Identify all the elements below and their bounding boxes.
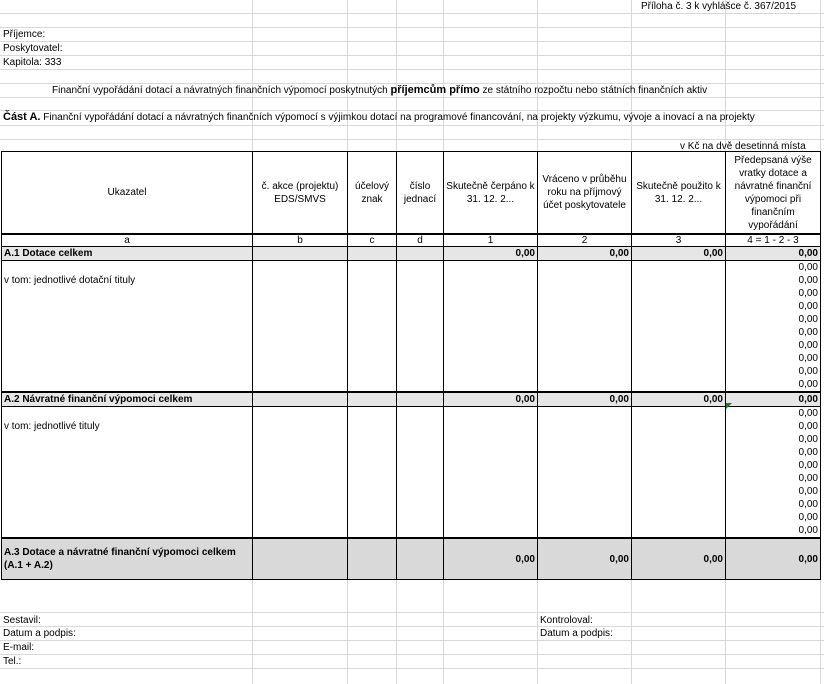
detail-row: [2, 485, 821, 498]
detail-label-cell[interactable]: [2, 433, 253, 446]
section-a3-label[interactable]: A.3 Dotace a návratné finanční výpomoci celkem (A.1 + A.2): [2, 538, 253, 580]
detail-cell[interactable]: [444, 485, 538, 498]
detail-cell[interactable]: [444, 420, 538, 433]
detail-label-cell[interactable]: [2, 472, 253, 485]
detail-cell[interactable]: [348, 274, 397, 287]
header-prescribed-refund: Předepsaná výše vratky dotace a návratné finanční výpomoci při finančním vypořádání: [726, 152, 821, 235]
detail-label-cell[interactable]: [2, 378, 253, 392]
detail-refund-cell[interactable]: 0,00: [726, 407, 821, 421]
detail-cell[interactable]: [348, 524, 397, 538]
detail-label-cell[interactable]: [2, 524, 253, 538]
detail-cell[interactable]: [632, 300, 726, 313]
chapter-label: Kapitola: 333: [3, 57, 62, 68]
detail-cell[interactable]: [348, 339, 397, 352]
detail-cell[interactable]: [397, 339, 444, 352]
detail-cell[interactable]: [348, 261, 397, 275]
detail-cell[interactable]: [253, 459, 348, 472]
letter-cell: d: [397, 234, 444, 247]
cell-comment-marker-icon: [726, 403, 732, 409]
attachment-note: Příloha č. 3 k vyhlášce č. 367/2015: [641, 1, 797, 12]
detail-refund-cell[interactable]: 0,00: [726, 459, 821, 472]
detail-refund-cell[interactable]: 0,00: [726, 365, 821, 378]
detail-row: [2, 274, 821, 287]
detail-cell[interactable]: [397, 407, 444, 421]
detail-cell[interactable]: [632, 407, 726, 421]
detail-cell[interactable]: [253, 420, 348, 433]
detail-label-cell[interactable]: [2, 326, 253, 339]
detail-cell[interactable]: [397, 420, 444, 433]
detail-cell[interactable]: [444, 313, 538, 326]
detail-row: [2, 433, 821, 446]
detail-row: [2, 472, 821, 485]
detail-cell[interactable]: [397, 261, 444, 275]
detail-refund-cell[interactable]: 0,00: [726, 472, 821, 485]
detail-cell[interactable]: [538, 472, 632, 485]
detail-row: [2, 378, 821, 392]
compiled-by-label: Sestavil:: [3, 615, 41, 626]
detail-row: [2, 498, 821, 511]
detail-label-cell[interactable]: [2, 313, 253, 326]
section-a3-row: [2, 538, 821, 580]
detail-label-cell[interactable]: [2, 511, 253, 524]
detail-cell[interactable]: [538, 524, 632, 538]
a2-drawn[interactable]: 0,00: [444, 392, 538, 407]
letter-cell: 1: [444, 234, 538, 247]
a2-used[interactable]: 0,00: [632, 392, 726, 407]
detail-cell[interactable]: [632, 446, 726, 459]
detail-cell[interactable]: [397, 524, 444, 538]
letter-cell: a: [2, 234, 253, 247]
section-a1-label[interactable]: A.1 Dotace celkem: [2, 247, 253, 261]
detail-cell[interactable]: [632, 433, 726, 446]
header-drawn: Skutečně čerpáno k 31. 12. 2...: [444, 152, 538, 235]
detail-refund-cell[interactable]: 0,00: [726, 287, 821, 300]
detail-cell[interactable]: [632, 365, 726, 378]
detail-label-cell[interactable]: v tom: jednotlivé tituly: [2, 420, 253, 433]
detail-cell[interactable]: [253, 498, 348, 511]
detail-cell[interactable]: [348, 313, 397, 326]
detail-refund-cell[interactable]: 0,00: [726, 433, 821, 446]
section-a2-row: [2, 392, 821, 407]
checked-by-label: Kontroloval:: [540, 615, 593, 626]
a1-refund[interactable]: 0,00: [726, 247, 821, 261]
detail-refund-cell[interactable]: 0,00: [726, 261, 821, 275]
column-letters-row: [2, 234, 821, 247]
detail-cell[interactable]: [253, 313, 348, 326]
detail-cell[interactable]: [444, 261, 538, 275]
detail-row: [2, 365, 821, 378]
detail-cell[interactable]: [397, 313, 444, 326]
detail-cell[interactable]: [253, 274, 348, 287]
detail-cell[interactable]: [444, 339, 538, 352]
document-title: Finanční vypořádání dotací a návratných finančních výpomocí poskytnutých příjemcům přímo ze státního rozpočtu nebo státních finančních aktiv: [52, 84, 708, 96]
detail-refund-cell[interactable]: 0,00: [726, 326, 821, 339]
provider-label: Poskytovatel:: [3, 43, 63, 54]
detail-cell[interactable]: [538, 287, 632, 300]
detail-cell[interactable]: [253, 339, 348, 352]
letter-cell: c: [348, 234, 397, 247]
detail-label-cell[interactable]: [2, 407, 253, 421]
part-a-heading: Část A. Finanční vypořádání dotací a návratných finančních výpomocí s výjimkou dotací na programové financování, na projekty výzkumu, vývoje a inovací a na projekty: [3, 111, 755, 123]
detail-cell[interactable]: [632, 472, 726, 485]
detail-cell[interactable]: [538, 261, 632, 275]
detail-label-cell[interactable]: [2, 485, 253, 498]
detail-cell[interactable]: [253, 407, 348, 421]
header-indicator: Ukazatel: [2, 152, 253, 235]
detail-cell[interactable]: [253, 365, 348, 378]
detail-cell[interactable]: [253, 485, 348, 498]
detail-cell[interactable]: [632, 459, 726, 472]
detail-cell[interactable]: [632, 339, 726, 352]
detail-label-cell[interactable]: [2, 261, 253, 275]
detail-cell[interactable]: [444, 498, 538, 511]
detail-cell[interactable]: [348, 300, 397, 313]
detail-cell[interactable]: [397, 365, 444, 378]
detail-cell[interactable]: [444, 378, 538, 392]
detail-cell[interactable]: [253, 511, 348, 524]
detail-label-cell[interactable]: [2, 498, 253, 511]
phone-label: Tel.:: [3, 656, 22, 667]
detail-cell[interactable]: [253, 433, 348, 446]
letter-cell: 3: [632, 234, 726, 247]
date-signature-label: Datum a podpis:: [3, 628, 76, 639]
detail-cell[interactable]: [397, 274, 444, 287]
detail-cell[interactable]: [397, 378, 444, 392]
detail-cell[interactable]: [348, 378, 397, 392]
detail-cell[interactable]: [348, 459, 397, 472]
recipient-label: Příjemce:: [3, 29, 46, 40]
detail-cell[interactable]: [444, 511, 538, 524]
detail-cell[interactable]: [538, 300, 632, 313]
detail-cell[interactable]: [538, 339, 632, 352]
detail-cell[interactable]: [253, 446, 348, 459]
detail-cell[interactable]: [397, 287, 444, 300]
detail-cell[interactable]: [253, 326, 348, 339]
detail-cell[interactable]: [444, 459, 538, 472]
detail-cell[interactable]: [538, 420, 632, 433]
detail-refund-cell[interactable]: 0,00: [726, 498, 821, 511]
header-row: [2, 152, 821, 235]
detail-cell[interactable]: [397, 433, 444, 446]
detail-refund-cell[interactable]: 0,00: [726, 274, 821, 287]
detail-cell[interactable]: [538, 459, 632, 472]
detail-cell[interactable]: [253, 524, 348, 538]
a1-used[interactable]: 0,00: [632, 247, 726, 261]
detail-cell[interactable]: [632, 261, 726, 275]
detail-cell[interactable]: [348, 326, 397, 339]
detail-cell[interactable]: [444, 524, 538, 538]
settlement-table: [1, 151, 821, 580]
detail-row: [2, 313, 821, 326]
detail-refund-cell[interactable]: 0,00: [726, 485, 821, 498]
detail-cell[interactable]: [348, 485, 397, 498]
detail-refund-cell[interactable]: 0,00: [726, 352, 821, 365]
detail-cell[interactable]: [397, 472, 444, 485]
detail-row: [2, 300, 821, 313]
detail-cell[interactable]: [632, 420, 726, 433]
detail-label-cell[interactable]: [2, 365, 253, 378]
a2-returned[interactable]: 0,00: [538, 392, 632, 407]
a3-drawn[interactable]: 0,00: [444, 538, 538, 580]
detail-cell[interactable]: [444, 287, 538, 300]
units-note: v Kč na dvě desetinná místa: [680, 141, 806, 152]
section-a1-row: [2, 247, 821, 261]
detail-refund-cell[interactable]: 0,00: [726, 300, 821, 313]
detail-cell[interactable]: [253, 300, 348, 313]
detail-cell[interactable]: [444, 326, 538, 339]
detail-cell[interactable]: [632, 313, 726, 326]
detail-row: [2, 352, 821, 365]
detail-cell[interactable]: [253, 287, 348, 300]
detail-cell[interactable]: [253, 472, 348, 485]
email-label: E-mail:: [3, 642, 35, 653]
detail-cell[interactable]: [538, 498, 632, 511]
detail-refund-cell[interactable]: 0,00: [726, 378, 821, 392]
a3-refund[interactable]: 0,00: [726, 538, 821, 580]
detail-cell[interactable]: [632, 274, 726, 287]
a2-refund[interactable]: 0,00: [726, 392, 821, 407]
detail-cell[interactable]: [253, 352, 348, 365]
detail-cell[interactable]: [348, 472, 397, 485]
a3-used[interactable]: 0,00: [632, 538, 726, 580]
detail-cell[interactable]: [444, 407, 538, 421]
detail-label-cell[interactable]: [2, 339, 253, 352]
header-purpose-code: účelový znak: [348, 152, 397, 235]
header-used: Skutečně použito k 31. 12. 2...: [632, 152, 726, 235]
detail-cell[interactable]: [348, 446, 397, 459]
detail-cell[interactable]: [397, 300, 444, 313]
detail-cell[interactable]: [632, 287, 726, 300]
detail-cell[interactable]: [538, 433, 632, 446]
detail-cell[interactable]: [348, 511, 397, 524]
detail-cell[interactable]: [538, 352, 632, 365]
detail-cell[interactable]: [253, 378, 348, 392]
detail-cell[interactable]: [397, 446, 444, 459]
detail-cell[interactable]: [632, 498, 726, 511]
detail-row: [2, 287, 821, 300]
header-reference-number: číslo jednací: [397, 152, 444, 235]
detail-cell[interactable]: [444, 300, 538, 313]
detail-cell[interactable]: [632, 511, 726, 524]
detail-refund-cell[interactable]: 0,00: [726, 524, 821, 538]
detail-cell[interactable]: [444, 433, 538, 446]
detail-row: [2, 326, 821, 339]
letter-cell: b: [253, 234, 348, 247]
detail-cell[interactable]: [538, 446, 632, 459]
detail-cell[interactable]: [444, 472, 538, 485]
header-returned: Vráceno v průběhu roku na příjmový účet poskytovatele: [538, 152, 632, 235]
detail-cell[interactable]: [397, 326, 444, 339]
detail-cell[interactable]: [538, 313, 632, 326]
detail-cell[interactable]: [632, 352, 726, 365]
detail-cell[interactable]: [397, 352, 444, 365]
letter-cell: 2: [538, 234, 632, 247]
detail-cell[interactable]: [348, 287, 397, 300]
detail-cell[interactable]: [538, 511, 632, 524]
a1-drawn[interactable]: 0,00: [444, 247, 538, 261]
detail-cell[interactable]: [444, 274, 538, 287]
detail-cell[interactable]: [348, 407, 397, 421]
detail-cell[interactable]: [397, 498, 444, 511]
detail-cell[interactable]: [397, 485, 444, 498]
detail-cell[interactable]: [538, 274, 632, 287]
detail-row: [2, 446, 821, 459]
detail-refund-cell[interactable]: 0,00: [726, 420, 821, 433]
detail-cell[interactable]: [538, 365, 632, 378]
detail-label-cell[interactable]: [2, 459, 253, 472]
detail-row: [2, 420, 821, 433]
detail-cell[interactable]: [632, 485, 726, 498]
detail-label-cell[interactable]: [2, 300, 253, 313]
detail-cell[interactable]: [348, 365, 397, 378]
detail-cell[interactable]: [348, 420, 397, 433]
detail-cell[interactable]: [397, 459, 444, 472]
date-signature-label-2: Datum a podpis:: [540, 628, 613, 639]
detail-row: [2, 511, 821, 524]
detail-cell[interactable]: [538, 326, 632, 339]
a3-returned[interactable]: 0,00: [538, 538, 632, 580]
detail-cell[interactable]: [348, 433, 397, 446]
detail-cell[interactable]: [253, 261, 348, 275]
detail-cell[interactable]: [444, 446, 538, 459]
detail-refund-cell[interactable]: 0,00: [726, 339, 821, 352]
detail-cell[interactable]: [632, 378, 726, 392]
detail-cell[interactable]: [444, 365, 538, 378]
detail-label-cell[interactable]: [2, 352, 253, 365]
detail-refund-cell[interactable]: 0,00: [726, 446, 821, 459]
detail-row: [2, 407, 821, 421]
detail-label-cell[interactable]: [2, 446, 253, 459]
detail-cell[interactable]: [397, 511, 444, 524]
a1-returned[interactable]: 0,00: [538, 247, 632, 261]
detail-row: [2, 524, 821, 538]
detail-refund-cell[interactable]: 0,00: [726, 511, 821, 524]
detail-cell[interactable]: [632, 326, 726, 339]
detail-cell[interactable]: [444, 352, 538, 365]
section-a2-label[interactable]: A.2 Návratné finanční výpomoci celkem: [2, 392, 253, 407]
detail-cell[interactable]: [538, 378, 632, 392]
detail-row: [2, 459, 821, 472]
detail-label-cell[interactable]: v tom: jednotlivé dotační tituly: [2, 274, 253, 287]
detail-label-cell[interactable]: [2, 287, 253, 300]
header-action-number: č. akce (projektu) EDS/SMVS: [253, 152, 348, 235]
detail-cell[interactable]: [538, 485, 632, 498]
detail-cell[interactable]: [348, 498, 397, 511]
detail-refund-cell[interactable]: 0,00: [726, 313, 821, 326]
detail-row: [2, 261, 821, 275]
detail-cell[interactable]: [538, 407, 632, 421]
letter-cell: 4 = 1 - 2 - 3: [726, 234, 821, 247]
detail-cell[interactable]: [632, 524, 726, 538]
detail-cell[interactable]: [348, 352, 397, 365]
detail-row: [2, 339, 821, 352]
